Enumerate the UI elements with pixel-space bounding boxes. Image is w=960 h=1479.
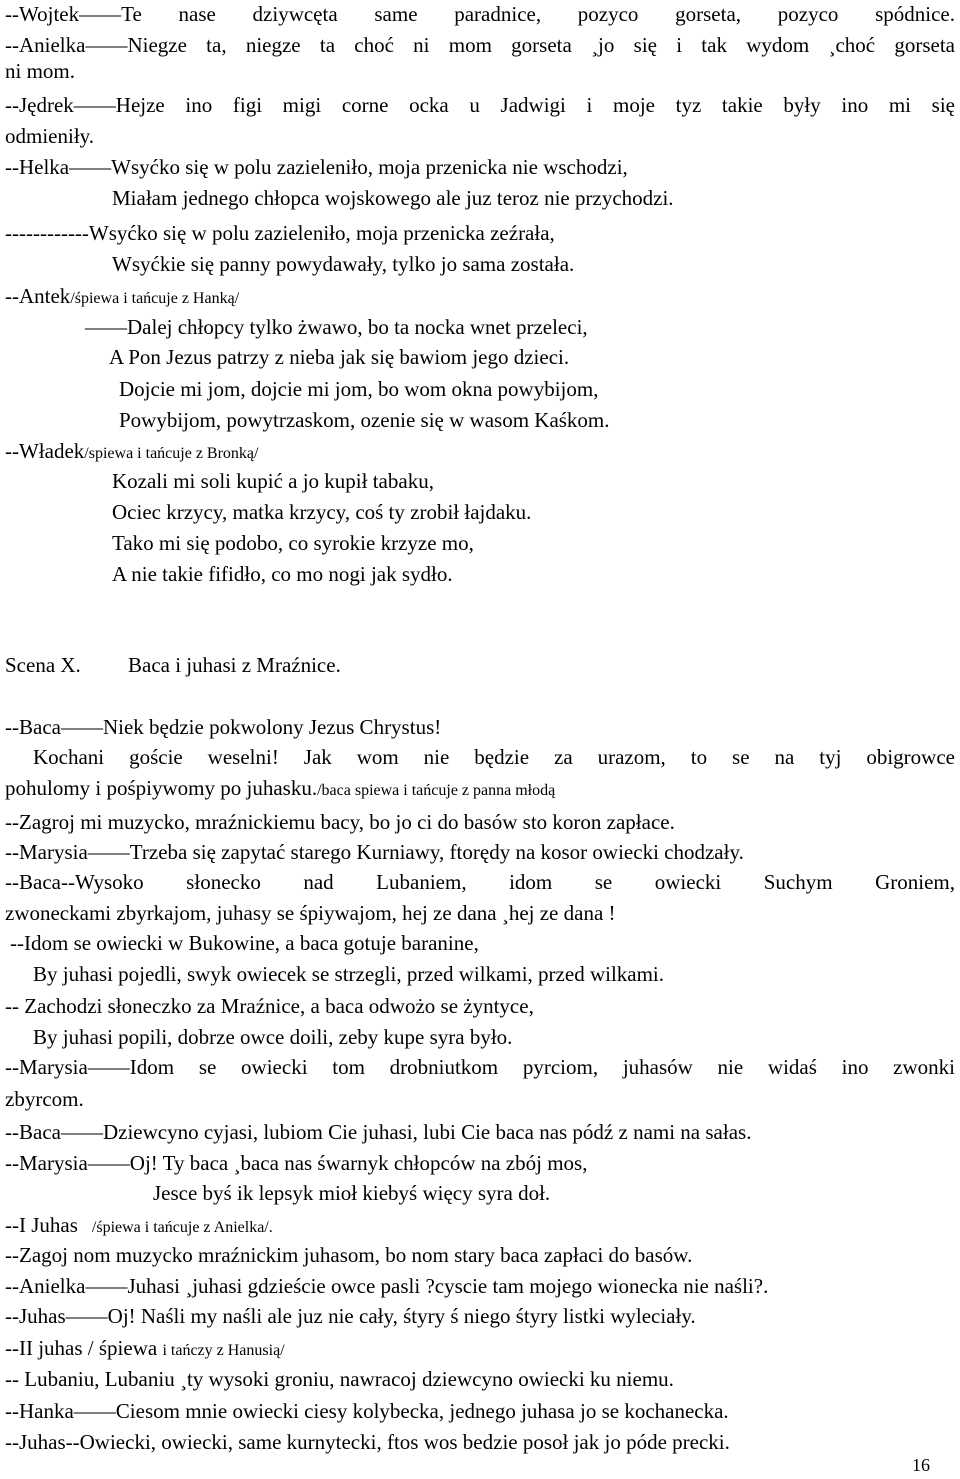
text-line: --Juhas——Oj! Naśli my naśli ale juz nie cały, śtyry ś niego śtyry listki wyleciały. bbox=[5, 1304, 696, 1328]
text-line: odmieniły. bbox=[5, 124, 95, 148]
text-line: --Baca——Niek będzie pokwolony Jezus Chrystus! bbox=[5, 715, 442, 739]
speaker-line bbox=[5, 1334, 285, 1362]
speaker-line bbox=[5, 774, 555, 802]
text-line: -- Zachodzi słoneczko za Mraźnice, a baca odwożo se żyntyce, bbox=[5, 994, 534, 1018]
text-line: --Marysia——Idom se owiecki tom drobniutkom pyrciom, juhasów nie widaś ino zwonki bbox=[5, 1055, 955, 1079]
speaker-name: --Władek bbox=[5, 439, 85, 463]
text-line: --Helka——Wsyćko się w polu zazieleniło, moja przenicka nie wschodzi, bbox=[5, 155, 628, 179]
text-line: Dojcie mi jom, dojcie mi jom, bo wom okna powybijom, bbox=[119, 377, 599, 401]
text-line: --Baca——Dziewcyno cyjasi, lubiom Cie juhasi, lubi Cie baca nas pódź z nami na sałas. bbox=[5, 1120, 752, 1144]
speaker-line bbox=[5, 437, 258, 465]
text-line: Ociec krzycy, matka krzycy, coś ty zrobił łajdaku. bbox=[112, 500, 532, 524]
text-line: A Pon Jezus patrzy z nieba jak się bawiom jego dzieci. bbox=[109, 345, 570, 369]
text-line: --Juhas--Owiecki, owiecki, same kurnytecki, ftos wos bedzie posoł jak jo póde precki. bbox=[5, 1430, 730, 1454]
stage-direction: /śpiewa i tańcuje z Anielka/. bbox=[91, 1219, 273, 1236]
text-line: A nie takie fifidło, co mo nogi jak sydło. bbox=[112, 562, 453, 586]
text-line: Tako mi się podobo, co syrokie krzyze mo, bbox=[112, 531, 474, 555]
text-line: --Marysia——Oj! Ty baca ¸baca nas śwarnyk chłopców na zbój mos, bbox=[5, 1151, 588, 1175]
scene-number: Scena X. bbox=[5, 653, 81, 677]
stage-direction: i tańczy z Hanusią/ bbox=[162, 1342, 285, 1359]
speaker-name: --I Juhas bbox=[5, 1213, 78, 1237]
text-line: --Wojtek——Te nase dziywcęta same paradnice, pozyco gorseta, pozyco spódnice. bbox=[5, 2, 955, 26]
text-line: zbyrcom. bbox=[5, 1087, 84, 1111]
text-line: ni mom. bbox=[5, 59, 76, 83]
text-line: --Jędrek——Hejze ino figi migi corne ocka u Jadwigi i moje tyz takie były ino mi się bbox=[5, 93, 955, 117]
stage-direction: /śpiewa i tańcuje z Hanką/ bbox=[70, 290, 240, 307]
text-line: Kochani goście weselni! Jak wom nie będzie za urazom, to se na tyj obigrowce bbox=[33, 745, 955, 769]
text-line: --Marysia——Trzeba się zapytać starego Kurniawy, ftorędy na kosor owiecki chodzały. bbox=[5, 840, 744, 864]
stage-direction: /spiewa i tańcuje z Bronką/ bbox=[84, 445, 259, 462]
speaker-name: --Antek bbox=[5, 284, 71, 308]
text-line: --Hanka——Ciesom mnie owiecki ciesy kolybecka, jednego juhasa jo se kochanecka. bbox=[5, 1399, 729, 1423]
text-line: Jesce byś ik lepsyk mioł kiebyś więcy syra doł. bbox=[153, 1181, 551, 1205]
text-line: --Zagroj mi muzycko, mraźnickiemu bacy, bo jo ci do basów sto koron zapłace. bbox=[5, 810, 675, 834]
text-line: --Anielka——Juhasi ¸juhasi gdzieście owce pasli ?cyscie tam mojego wionecka nie naśli?. bbox=[5, 1274, 769, 1298]
text-line: By juhasi pojedli, swyk owiecek se strzegli, przed wilkami, przed wilkami. bbox=[33, 962, 665, 986]
speaker-name: --II juhas / śpiewa bbox=[5, 1336, 158, 1360]
text-line: --Anielka——Niegze ta, niegze ta choć ni mom gorseta ¸jo się i tak wydom ¸choć gorseta bbox=[5, 33, 955, 57]
text-line: zwoneckami zbyrkajom, juhasy se śpiywajom, hej ze dana ¸hej ze dana ! bbox=[5, 901, 616, 925]
stage-direction: /baca spiewa i tańcuje z panna młodą bbox=[317, 782, 556, 799]
text-line: -- Lubaniu, Lubaniu ¸ty wysoki groniu, nawracoj dziewcyno owiecki ku niemu. bbox=[5, 1367, 674, 1391]
text-line: ——Dalej chłopcy tylko żwawo, bo ta nocka wnet przeleci, bbox=[85, 315, 588, 339]
text-line: --Idom se owiecki w Bukowine, a baca gotuje baranine, bbox=[10, 931, 479, 955]
text-line: --Baca--Wysoko słonecko nad Lubaniem, idom se owiecki Suchym Groniem, bbox=[5, 870, 955, 894]
scene-title: Baca i juhasi z Mraźnice. bbox=[128, 653, 341, 677]
text-line: ------------Wsyćko się w polu zazieleniło, moja przenicka zeźrała, bbox=[5, 221, 555, 245]
text-line: Wsyćkie się panny powydawały, tylko jo sama została. bbox=[112, 252, 575, 276]
speaker-line bbox=[5, 282, 239, 310]
text-line: By juhasi popili, dobrze owce doili, zeby kupe syra było. bbox=[33, 1025, 513, 1049]
text-span: pohulomy i pośpiywomy po juhasku. bbox=[5, 776, 318, 800]
text-line: Powybijom, powytrzaskom, ozenie się w wasom Kaśkom. bbox=[119, 408, 610, 432]
text-line: Miałam jednego chłopca wojskowego ale juz teroz nie przychodzi. bbox=[112, 186, 674, 210]
text-line: --Zagoj nom muzycko mraźnickim juhasom, bo nom stary baca zapłaci do basów. bbox=[5, 1243, 693, 1267]
page-number: 16 bbox=[912, 1455, 930, 1475]
speaker-line bbox=[5, 1211, 273, 1239]
text-line: Kozali mi soli kupić a jo kupił tabaku, bbox=[112, 469, 434, 493]
